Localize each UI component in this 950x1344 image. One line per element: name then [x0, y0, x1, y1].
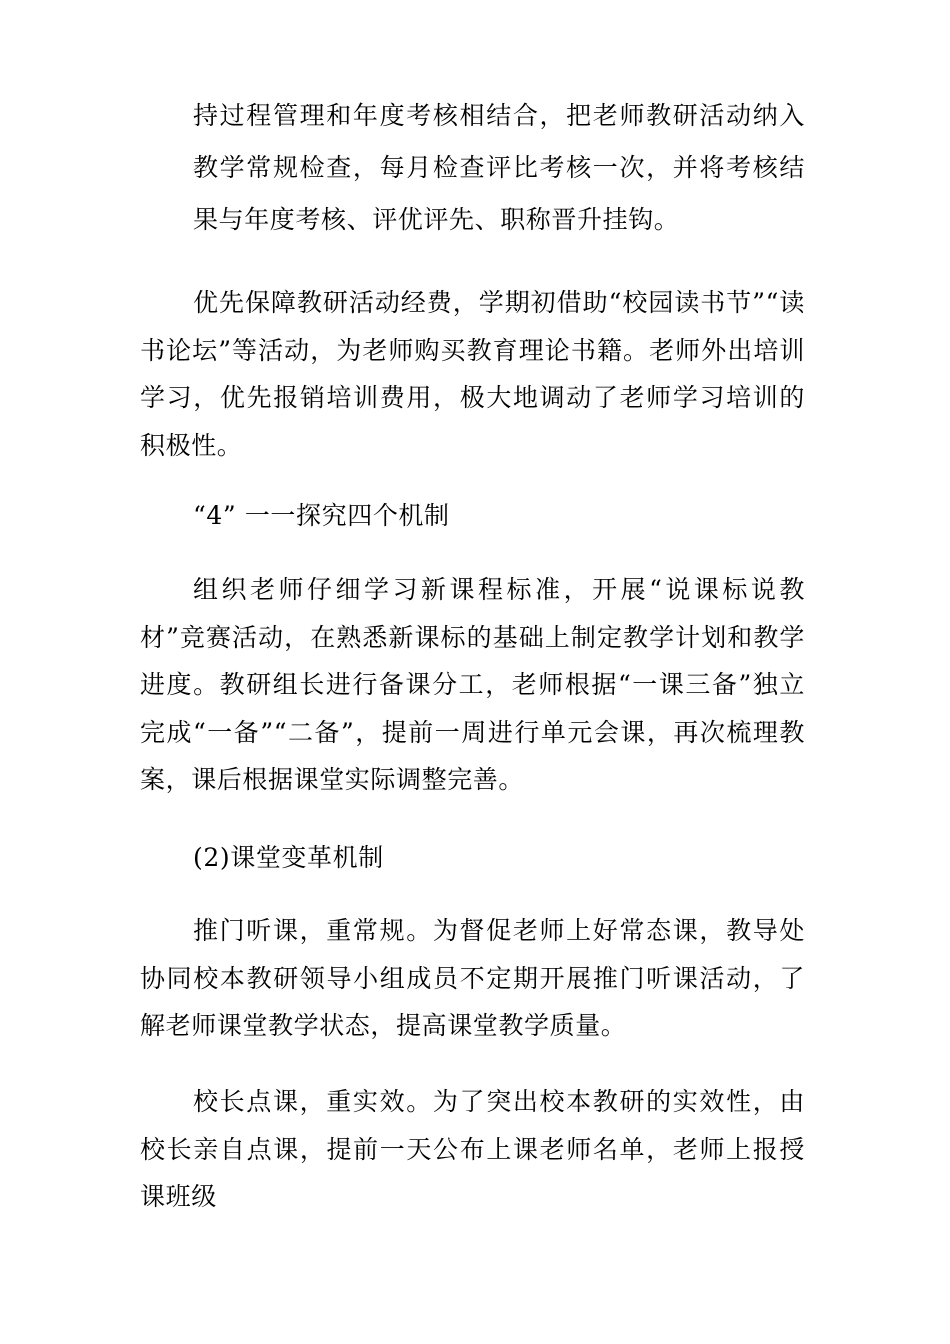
paragraph-principal-selection: 校长点课，重实效。为了突出校本教研的实效性，由校长亲自点课，提前一天公布上课老师名单，老师上报授课班级	[140, 1087, 805, 1211]
paragraph-drop-in-observation: 推门听课，重常规。为督促老师上好常态课，教导处协同校本教研领导小组成员不定期开展推门听课活动，了解老师课堂教学状态，提高课堂教学质量。	[140, 916, 805, 1040]
paragraph-curriculum-study: 组织老师仔细学习新课程标准，开展“说课标说教材”竞赛活动，在熟悉新课标的基础上制定教学计划和教学进度。教研组长进行备课分工，老师根据“一课三备”独立完成“一备”“二备”，提前一周进行单元会课，再次梳理教案，课后根据课堂实际调整完善。	[140, 575, 805, 794]
heading-four-mechanisms: “4” 一一探究四个机制	[193, 501, 450, 530]
paragraph-assessment: 持过程管理和年度考核相结合，把老师教研活动纳入教学常规检查，每月检查评比考核一次，并将考核结果与年度考核、评优评先、职称晋升挂钩。	[193, 101, 805, 234]
paragraph-funding: 优先保障教研活动经费，学期初借助“校园读书节”“读书论坛”等活动，为老师购买教育理论书籍。老师外出培训学习，优先报销培训费用，极大地调动了老师学习培训的积极性。	[140, 288, 805, 460]
heading-classroom-reform: (2)课堂变革机制	[193, 843, 384, 872]
